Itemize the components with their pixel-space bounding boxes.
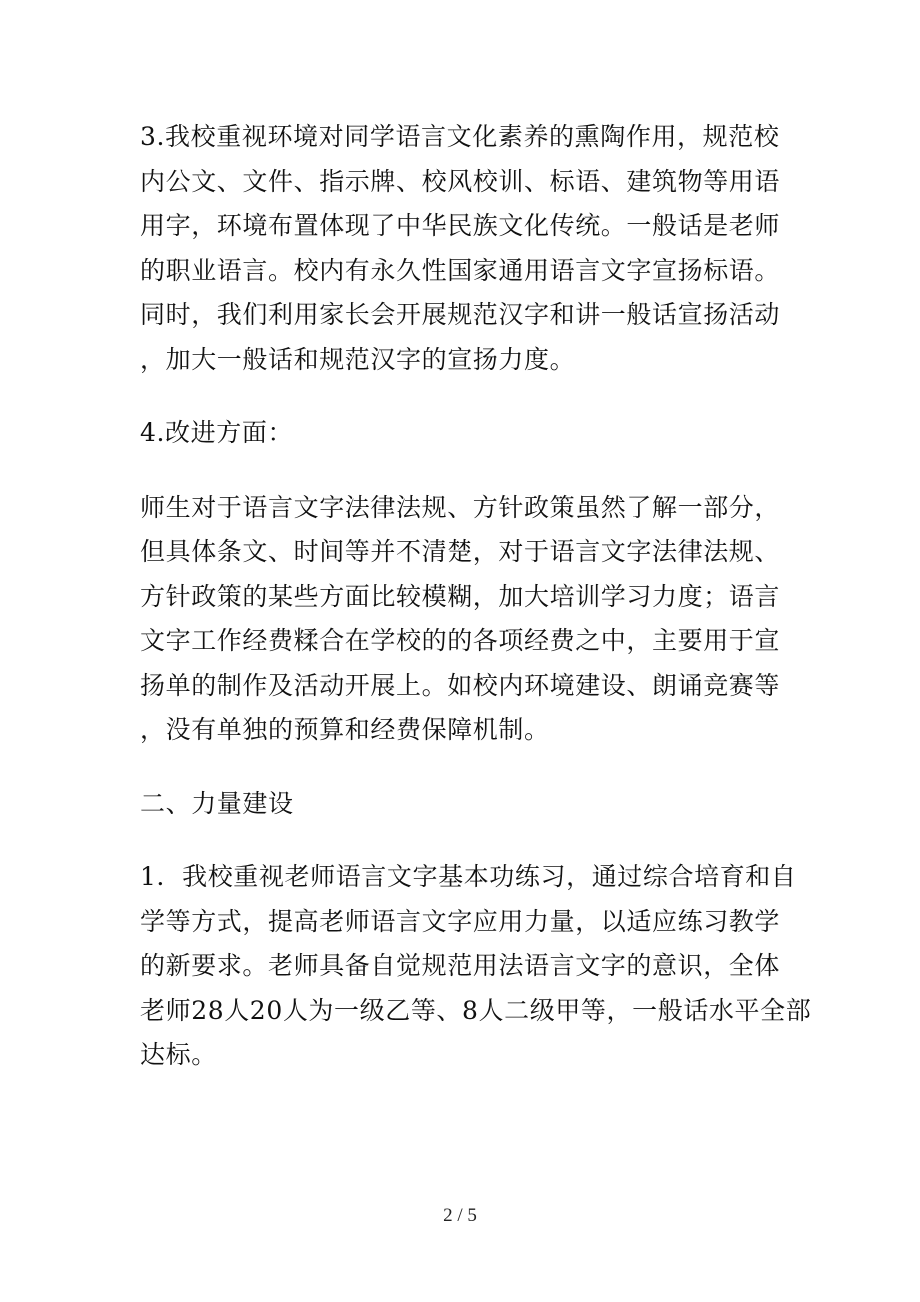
text-line: 的职业语言。校内有永久性国家通用语言文字宣扬标语。 [140, 255, 781, 285]
text-line: 达标。 [140, 1040, 217, 1069]
text-line: 用字，环境布置体现了中华民族文化传统。一般话是老师 [140, 211, 781, 240]
paragraph-improvements [140, 486, 780, 753]
text-line: 同时，我们利用家长会开展规范汉字和讲一般话宣扬活动 [140, 300, 781, 329]
text-line: 师生对于语言文字法律法规、方针政策虽然了解一部分， [140, 492, 781, 522]
text-line: ，没有单独的预算和经费保障机制。 [140, 715, 550, 744]
heading-improvements [140, 411, 780, 456]
text-line: 3.我校重视环境对同学语言文化素养的熏陶作用，规范校 [140, 122, 780, 151]
text-line: 学等方式，提高老师语言文字应用力量，以适应练习教学 [140, 906, 781, 936]
paragraph-environment [140, 115, 780, 382]
text-line: 但具体条文、时间等并不清楚，对于语言文字法律法规、 [140, 537, 781, 566]
text-line: 二、力量建设 [140, 788, 294, 818]
text-line: 的新要求。老师具备自觉规范用法语言文字的意识，全体 [140, 951, 781, 980]
paragraph-teacher-training [140, 855, 812, 1078]
text-line: 扬单的制作及活动开展上。如校内环境建设、朗诵竞赛等 [140, 670, 781, 700]
text-line: 1．我校重视老师语言文字基本功练习，通过综合培育和自 [140, 862, 797, 891]
text-line: 方针政策的某些方面比较模糊，加大培训学习力度；语言 [140, 581, 781, 611]
page-number: 2 / 5 [443, 1205, 477, 1226]
text-line: 内公文、文件、指示牌、校风校训、标语、建筑物等用语 [140, 166, 781, 196]
document-body [140, 115, 812, 1078]
text-line: 文字工作经费糅合在学校的的各项经费之中，主要用于宣 [140, 626, 781, 655]
heading-capacity-building [140, 782, 780, 827]
text-line: 老师28人20人为一级乙等、8人二级甲等，一般话水平全部 [140, 995, 812, 1025]
text-line: ，加大一般话和规范汉字的宣扬力度。 [140, 344, 576, 374]
text-line: 4.改进方面： [140, 418, 294, 447]
